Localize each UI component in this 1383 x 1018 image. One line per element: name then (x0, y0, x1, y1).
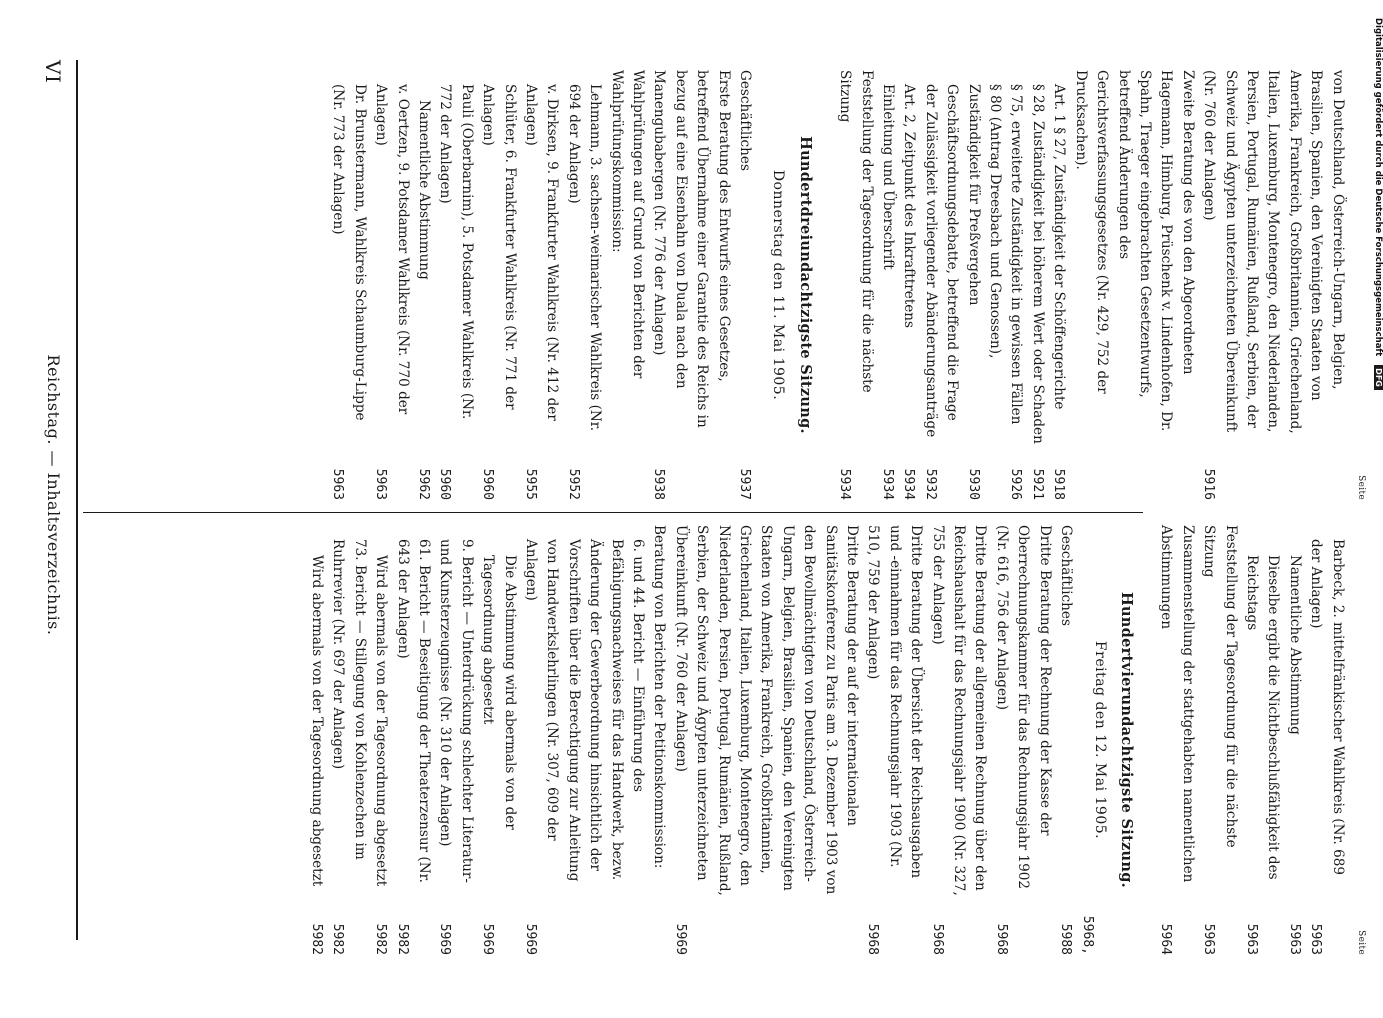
toc-entry (434, 70, 477, 500)
toc-entry-text: Wird abermals von der Tagesordnung abgesetzt (308, 555, 325, 887)
toc-entry (1155, 525, 1198, 955)
toc-entry-text: 61. Bericht — Beseitigung der Theaterzensur (Nr. 643 der Anlagen) (394, 539, 432, 883)
toc-entry (434, 525, 477, 955)
toc-entry-text: Beratung von Berichten der Petitionskommission: (651, 525, 668, 869)
right-column (306, 525, 1372, 955)
toc-entry (1069, 70, 1197, 500)
toc-entry-page: 5969 (480, 923, 496, 955)
toc-entry-text: v. Oertzen, 9. Potsdamer Wahlkreis (Nr. 770 der Anlagen) (373, 84, 411, 415)
toc-entry (413, 70, 434, 500)
toc-entry-text: Barbeck, 2. mittelfränkischer Wahlkreis (Nr. 689 der Anlagen) (1308, 539, 1346, 876)
toc-entry (370, 70, 413, 500)
toc-entry (834, 70, 877, 500)
toc-entry-page: 5952 (565, 468, 581, 500)
toc-entry-text: Art. 1 § 27, Zuständigkeit der Schöffengerichte (1051, 84, 1068, 410)
toc-entry (877, 70, 898, 500)
toc-entry-text: § 80 (Antrag Dreesbach und Genossen), Zuständigkeit für Preßvergehen (965, 84, 1004, 359)
toc-entry (520, 70, 563, 500)
toc-entry-page: 5926 (1008, 468, 1024, 500)
right-entries-block1 (1155, 525, 1348, 955)
toc-entry (1283, 525, 1304, 955)
toc-entry-text: v. Dirksen, 9. Frankfurter Wahlkreis (Nr. 412 der Anlagen) (522, 84, 561, 421)
toc-entry-text: von Deutschland, Österreich-Ungarn, Belgien, Brasilien, Spanien, den Vereinigten Staaten von Amerika, Frankreich, Großbritannien, Griechenland, Italien, Luxemburg, Montenegro, den Niederlanden, Persien, Portugal, Rumänien, Rußland, Serbien, der Schweiz und Ägypten unterzeichneten Übereinkunft (Nr. 760 der Anlagen) (1201, 70, 1346, 434)
toc-entry-page: 5963 (373, 468, 389, 500)
dfg-logo: DFG (1374, 365, 1383, 390)
toc-entry (1198, 525, 1241, 955)
toc-entry-page: 5960 (437, 468, 453, 500)
toc-entry-page: 5963 (1286, 923, 1302, 955)
header-rule (76, 60, 78, 940)
toc-entry-page: 5932 (922, 468, 938, 500)
toc-entry-page: 5962 (415, 468, 431, 500)
toc-entry (477, 525, 520, 955)
toc-entry-text: 9. Bericht — Unterdrückung schlechter Literatur- und Kunsterzeugnisse (Nr. 310 der Anlagen) (437, 539, 475, 884)
toc-entry-text: Erste Beratung des Entwurfs eines Gesetzes, betreffend Übernahme einer Garantie des Reichs in bezug auf eine Eisenbahn von Duala nach den Manengubabergen (Nr. 776 der Anlagen) (651, 70, 732, 428)
toc-entry-text: Dritte Beratung der allgemeinen Rechnung über den Reichshaushalt für das Rechnungsjahr 1900 (Nr. 327, 755 der Anlagen) (929, 525, 989, 896)
toc-entry-page: 5930 (965, 468, 981, 500)
section-title-183: Hundertdreiundachtzigste Sitzung. (796, 136, 814, 434)
section-title-184: Hundertvierundachtzigste Sitzung. (1117, 591, 1135, 889)
toc-entry-text: Geschäftliches (737, 70, 754, 171)
toc-entry-text: Art. 2, Zeitpunkt des Inkrafttretens (901, 84, 918, 328)
toc-entry-text: Geschäftliches (1058, 525, 1075, 626)
toc-entry-text: Namentliche Abstimmung (1286, 555, 1303, 735)
toc-entry-text: Dritte Beratung der auf der internationalen Sanitätskonferenz zu Paris am 3. Dezember 1903 von den Bevollmächtigten von Deutschland, Österreich-Ungarn, Belgien, Brasilien, Spanien, den Vereinigten Staaten von Amerika, Frankreich, Großbritannien, Griechenland, Italien, Luxemburg, Montenegro, den Niederlanden, Persien, Portugal, Rumänien, Rußland, Serbien, der Schweiz und Ägypten unterzeichneten Übereinkunft (Nr. 760 der Anlagen) (672, 525, 861, 896)
toc-entry (1198, 70, 1348, 500)
toc-entry (648, 525, 669, 955)
toc-entry-page: 5934 (837, 468, 853, 500)
toc-entry-page: 5968, 5988 (1058, 915, 1095, 955)
toc-entry (477, 70, 520, 500)
toc-entry-page: 5982 (394, 923, 410, 955)
toc-entry (1005, 70, 1026, 500)
toc-entry-page: 5918 (1051, 468, 1067, 500)
toc-entry-text: Dritte Beratung der Übersicht der Reichsausgaben und -einnahmen für das Rechnungsjahr 1903 (Nr. 510, 759 der Anlagen) (865, 525, 925, 879)
toc-entry-text: Dr. Brunstermann, Wahlkreis Schaumburg-Lippe (Nr. 773 der Anlagen) (330, 84, 368, 421)
toc-entry-page: 5955 (522, 468, 538, 500)
toc-entry-page: 5964 (1158, 923, 1174, 955)
toc-entry-text: Lehmann, 3. sachsen-weimarischer Wahlkreis (Nr. 694 der Anlagen) (565, 84, 604, 432)
toc-entry-text: § 75, erweiterte Zuständigkeit in gewissen Fällen (1008, 84, 1025, 425)
toc-entry-text: Geschäftsordnungsdebatte, betreffend die Frage der Zulässigkeit vorliegender Abänderungsanträge (922, 84, 961, 438)
toc-entry-page: 5937 (737, 468, 753, 500)
right-entries-block2 (306, 525, 1095, 955)
toc-entry (1305, 525, 1348, 955)
toc-entry-page: 5968 (865, 923, 881, 955)
toc-entry-text: § 28, Zuständigkeit bei höherem Wert oder Schaden (1029, 84, 1046, 444)
toc-entry (898, 70, 919, 500)
column-divider (83, 512, 1143, 513)
toc-entry (562, 70, 605, 500)
toc-entry-page: 5921 (1029, 468, 1045, 500)
left-entries-block2 (327, 70, 755, 500)
toc-entry-page: 5963 (1308, 923, 1324, 955)
toc-entry (391, 525, 434, 955)
toc-entry (648, 70, 734, 500)
toc-entry-text: Zusammenstellung der stattgehabten namentlichen Abstimmungen (1158, 525, 1196, 883)
toc-entry-page: 5934 (880, 468, 896, 500)
toc-entry (327, 525, 370, 955)
toc-entry-text: Dritte Beratung der Rechnung der Kasse der Oberrechnungskammer für das Rechnungsjahr 1902 (Nr. 616, 756 der Anlagen) (993, 525, 1053, 890)
section-date-183: Donnerstag den 11. Mai 1905. (770, 169, 787, 401)
toc-entry-page: 5963 (330, 468, 346, 500)
toc-entry (370, 525, 391, 955)
credit-text: Digitalisierung gefördert durch die Deutsche Forschungsgemeinschaft (1373, 18, 1383, 357)
toc-entry-text: Feststellung der Tagesordnung für die nächste Sitzung (1201, 525, 1239, 848)
toc-entry-text: Schlüter, 6. Frankfurter Wahlkreis (Nr. 771 der Anlagen) (480, 84, 518, 410)
toc-entry-text: Einleitung und Überschrift (880, 84, 897, 270)
toc-entry (919, 70, 962, 500)
toc-entry-page: 5982 (373, 923, 389, 955)
toc-entry (734, 70, 755, 500)
toc-entry (926, 525, 990, 955)
toc-entry (1027, 70, 1048, 500)
left-entries-block1 (834, 70, 1348, 500)
toc-entry (962, 70, 1005, 500)
toc-entry (605, 70, 648, 500)
digitization-credit (1369, 0, 1383, 1018)
toc-entry-text: Zweite Beratung des von den Abgeordneten Hagemann, Himburg, Prüschenk v. Lindenhofen, Dr. Spahn, Traeger eingebrachten Gesetzentwurfs, betreffend Änderungen des Gerichtsverfassungsgesetzes (Nr. 429, 752 der Drucksachen). (1072, 70, 1196, 432)
toc-entry-page: 5934 (901, 468, 917, 500)
toc-entry-page: 5963 (1243, 923, 1259, 955)
toc-entry-page: 5916 (1201, 468, 1217, 500)
toc-entry-page: 5968 (929, 923, 945, 955)
page-number: VI (41, 60, 65, 84)
toc-entry (306, 525, 327, 955)
toc-entry-page: 5969 (437, 923, 453, 955)
toc-entry (1241, 525, 1284, 955)
toc-entry-page: 5969 (672, 923, 688, 955)
toc-entry-text: Pauli (Oberbarnim), 5. Potsdamer Wahlkreis (Nr. 772 der Anlagen) (437, 84, 475, 420)
toc-entry-text: Feststellung der Tagesordnung für die nächste Sitzung (837, 70, 875, 393)
seite-label-left: Seite (1356, 475, 1366, 500)
toc-entry-page: 5960 (480, 468, 496, 500)
toc-entry (520, 525, 648, 955)
left-column (327, 70, 1371, 500)
toc-entry-text: Wahlprüfungen auf Grund von Berichten der Wahlprüfungskommission: (608, 70, 646, 379)
toc-entry-page: 5982 (330, 923, 346, 955)
toc-entry (991, 525, 1055, 955)
toc-entry-text: Dieselbe ergibt die Nichtbeschlußfähigkeit des Reichstags (1243, 555, 1282, 880)
toc-entry-page: 5968 (993, 923, 1009, 955)
toc-entry-text: Wird abermals von der Tagesordnung abgesetzt (373, 555, 390, 887)
toc-entry (1048, 70, 1069, 500)
toc-entry-text: Die Abstimmung wird abermals von der Tagesordnung abgesetzt (480, 555, 518, 830)
toc-entry (1055, 525, 1095, 955)
toc-entry-page: 5982 (308, 923, 324, 955)
toc-entry (669, 525, 862, 955)
seite-label-right: Seite (1356, 930, 1366, 955)
toc-entry (862, 525, 926, 955)
toc-entry-page: 5963 (1201, 923, 1217, 955)
toc-entry-text: Namentliche Abstimmung (415, 100, 432, 280)
toc-entry (327, 70, 370, 500)
toc-entry-text: 6. und 44. Bericht — Einführung des Befähigungsnachweises für das Handwerk, bezw. Änderung der Gewerbeordnung hinsichtlich der Vorschriften über die Berechtigung zur Anleitung von Handwerkslehrlingen (Nr. 307, 609 der Anlagen) (522, 539, 646, 882)
toc-entry-text: 73. Bericht — Stillegung von Kohlenzechen im Ruhrrevier (Nr. 697 der Anlagen) (330, 539, 368, 860)
toc-entry-page: 5938 (651, 468, 667, 500)
running-title: Reichstag. — Inhaltsverzeichnis. (44, 354, 63, 636)
section-date-184: Freitag den 12. Mai 1905. (1091, 640, 1108, 840)
toc-entry-page: 5969 (522, 923, 538, 955)
